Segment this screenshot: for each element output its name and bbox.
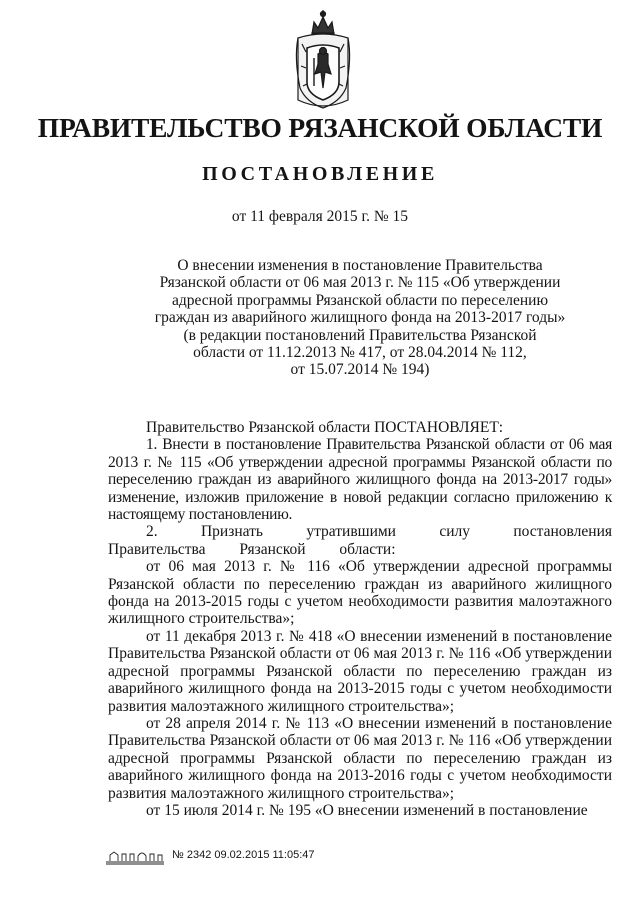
repealed-decree-1: от 06 мая 2013 г. № 116 «Об утверждении адресной программы Рязанской области по переселению граждан из аварийного жилищного фонда на 2013-2015 годы с учетом необходимости развития малоэтажного жилищного строительства»; xyxy=(108,558,612,628)
coat-of-arms-icon xyxy=(292,8,354,112)
government-name: ПРАВИТЕЛЬСТВО РЯЗАНСКОЙ ОБЛАСТИ xyxy=(37,112,603,143)
repealed-decree-3: от 28 апреля 2014 г. № 113 «О внесении изменений в постановление Правительства Рязанской области от 06 мая 2013 г. № 116 «Об утверждении адресной программы Рязанской области по переселению граждан из аварийного жилищного фонда на 2013-2016 годы с учетом необходимости развития малоэтажного жилищного строительства»; xyxy=(108,714,612,802)
paragraph-item-2: 2. Признать утратившими силу постановления Правительства Рязанской области: xyxy=(108,523,612,558)
registration-number: № 2342 09.02.2015 11:05:47 xyxy=(172,849,315,861)
subject-line: области от 11.12.2013 № 417, от 28.04.2014 № 112, xyxy=(193,344,527,362)
subject-line: Рязанской области от 06 мая 2013 г. № 115 «Об утверждении xyxy=(159,274,561,292)
paragraph-item-1: 1. Внести в постановление Правительства Рязанской области от 06 мая 2013 г. № 115 «Об утверждении адресной программы Рязанской области по переселению граждан из аварийного жилищного фонда на 2013-2017 годы» изменение, изложив приложение в новой редакции согласно приложению к настоящему постановлению. xyxy=(108,436,612,524)
printing-stamp-icon xyxy=(104,848,166,865)
footer xyxy=(104,845,364,867)
subject-line: адресной программы Рязанской области по переселению xyxy=(171,291,549,309)
subject-line: (в редакции постановлений Правительства Рязанской xyxy=(183,326,537,344)
decree-subject xyxy=(150,257,570,379)
subject-line: от 15.07.2014 № 194) xyxy=(290,361,430,379)
subject-line: граждан из аварийного жилищного фонда на 2013-2017 годы» xyxy=(154,309,566,327)
repealed-decree-2: от 11 декабря 2013 г. № 418 «О внесении изменений в постановление Правительства Рязанской области от 06 мая 2013 г. № 116 «Об утверждении адресной программы Рязанской области по переселению граждан из аварийного жилищного фонда на 2013-2015 годы с учетом необходимости развития малоэтажного жилищного строительства»; xyxy=(108,627,612,715)
preamble: Правительство Рязанской области ПОСТАНОВЛЯЕТ: xyxy=(146,419,504,436)
decree-body xyxy=(108,419,612,819)
subject-line: О внесении изменения в постановление Правительства xyxy=(177,257,543,274)
repealed-decree-4: от 15 июля 2014 г. № 195 «О внесении изменений в постановление xyxy=(146,801,588,819)
decree-date-number: от 11 февраля 2015 г. № 15 xyxy=(231,208,409,225)
document-type: ПОСТАНОВЛЕНИЕ xyxy=(202,163,438,185)
